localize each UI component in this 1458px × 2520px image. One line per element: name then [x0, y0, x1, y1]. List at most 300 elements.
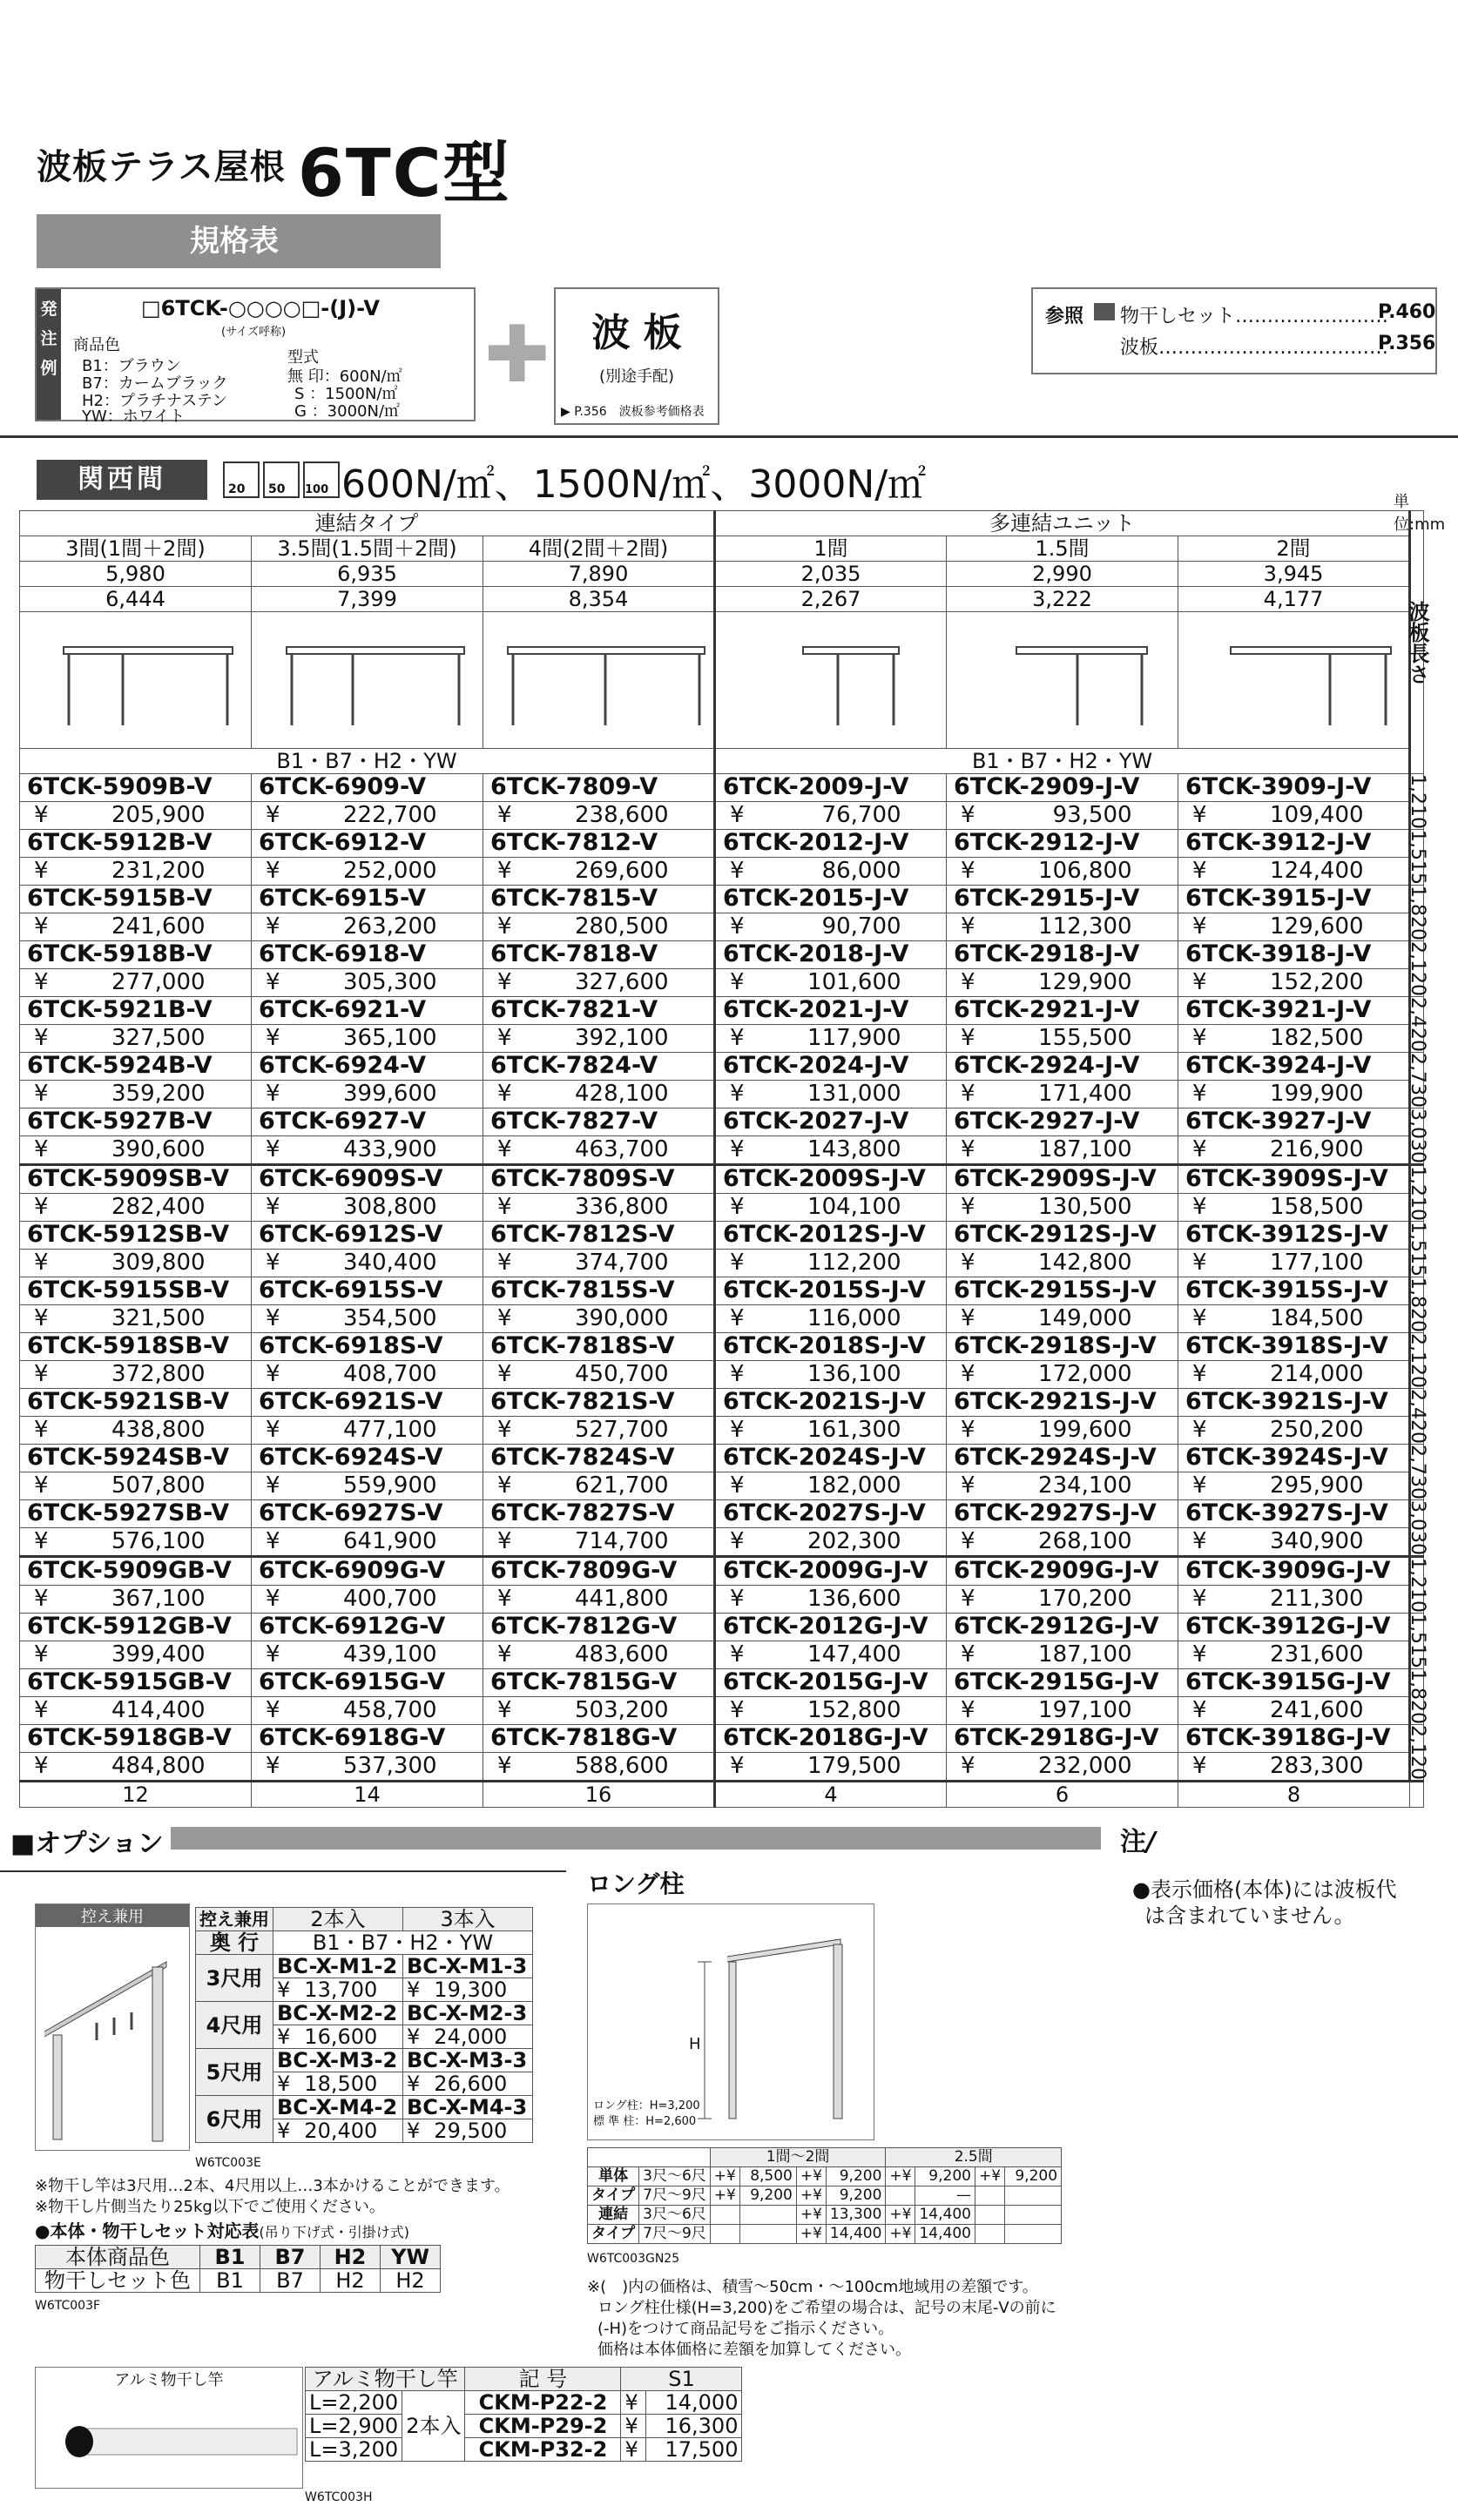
- sheet-length: 2,120: [1407, 1724, 1429, 1780]
- yen-sign: ¥: [961, 1417, 975, 1444]
- price: [252, 1696, 483, 1724]
- yen-sign: ¥: [1192, 1417, 1207, 1444]
- price-value: 13,700: [304, 1978, 378, 2002]
- price-value: 399,600: [343, 1081, 437, 1108]
- front-view-drawing: [715, 612, 947, 749]
- yen-sign: ¥: [407, 1978, 421, 2002]
- length: L=2,200: [306, 2391, 402, 2415]
- price-value: 129,600: [1270, 913, 1364, 940]
- price: [20, 1080, 252, 1108]
- price-value: 305,300: [343, 969, 437, 996]
- price: [947, 1135, 1178, 1164]
- yen-sign: ¥: [497, 1361, 512, 1388]
- col-header: 3.5間(1.5間＋2間): [252, 536, 483, 562]
- yen-sign: ¥: [34, 1136, 49, 1163]
- sheet-length: 1,820: [1407, 1277, 1429, 1332]
- model-code: 6TCK-7815G-V: [483, 1668, 715, 1696]
- yen-sign: ¥: [1192, 1641, 1207, 1668]
- price-value: 250,200: [1270, 1417, 1364, 1444]
- price-value: 438,800: [111, 1417, 206, 1444]
- yen-sign: ¥: [1192, 858, 1207, 885]
- sheet-length: 2,120: [1407, 940, 1429, 996]
- yen-sign: ¥: [1192, 1081, 1207, 1108]
- width-2: 6,444: [20, 587, 252, 612]
- price-value: 136,100: [807, 1361, 901, 1388]
- group-header-renketsu: 連結タイプ: [20, 511, 715, 536]
- reference-item[interactable]: 物干しセット……………………: [1120, 306, 1389, 327]
- width-2: 2,267: [715, 587, 947, 612]
- price: [483, 1696, 715, 1724]
- front-view-drawing: [1178, 612, 1410, 749]
- price: [947, 801, 1178, 829]
- order-example-box: [35, 287, 476, 426]
- price-value: 231,200: [111, 858, 206, 885]
- model-code: 6TCK-2021S-J-V: [715, 1388, 947, 1416]
- price-value: 336,800: [575, 1194, 669, 1221]
- price-value: 527,700: [575, 1417, 669, 1444]
- price: [715, 1585, 947, 1613]
- price: [1178, 1249, 1410, 1277]
- model-code: 6TCK-2009-J-V: [715, 774, 947, 802]
- price: [715, 1416, 947, 1444]
- price-value: 433,900: [343, 1136, 437, 1163]
- price-value: 714,700: [575, 1528, 669, 1555]
- product-name: 波板テラス屋根: [37, 147, 286, 187]
- catalog-page: 波板テラス屋根 6TC型 規格表 発 注 例 □6TCK-○○○○□-(J)-V (サイズ呼称) 商品色 型式 B1：ブラウン B7：カームブラック H2：プラチナステン YW：ホワイト 無 印：600N/㎡ S ：1500N/㎡ G ：3000N/㎡ ✚ 波 板 (別途手配) ▶ P.356 波板参考価格表 参照 物干しセット…………………… P.460 波板……………………………… P.356 関西間 20 50 100 600N/㎡、1500N/㎡、3000N/㎡ 単位:mm 連結タイプ 多連結ユニット 波板長さ 3間(1間＋2間) 3.5間(1.5間＋2間) 4間(2間＋2間) 1間 1.5間 2間 5,980 6,935 7,890 2,035 2,990 3,945 6,444 7,399 8,354 2,267 3,222 4,177 B1・B7・H2・YW B1・B7・H2・YW 6TCK-5909B-V 6TCK-6909-V 6TCK-7809-V 6TCK-2009-J-V 6TCK-2909-J-V 6TCK-3909-J-V 1,210 ¥ 205,900 ¥ 222,700 ¥ 238,600 ¥ 76,700 ¥ 93,500 ¥ 109,400 6TCK-5912B-V 6TCK-6912-V 6TCK-7812-V 6TCK-2012-J-V 6TCK-2912-J-V 6TCK-3912-J-V 1,515 ¥ 231,200 ¥ 252,000 ¥ 269,600 ¥ 86,000 ¥ 106,800 ¥ 124,400 6TCK-5915B-V 6TCK-6915-V 6TCK-7815-V 6TCK-2015-J-V 6TCK-2915-J-V 6TCK-3915-J-V 1,820 ¥ 241,600 ¥ 263,200 ¥ 280,500 ¥ 90,700 ¥ 112,300 ¥ 129,600 6TCK-5918B-V 6TCK-6918-V 6TCK-7818-V 6TCK-2018-J-V 6TCK-2918-J-V 6TCK-3918-J-V 2,120 ¥ 277,000 ¥ 305,300 ¥ 327,600 ¥ 101,600 ¥ 129,900 ¥ 152,200 6TCK-5921B-V 6TCK-6921-V 6TCK-7821-V 6TCK-2021-J-V 6TCK-2921-J-V 6TCK-3921-J-V 2,420 ¥ 327,500 ¥ 365,100 ¥ 392,100 ¥ 117,900 ¥ 155,500 ¥ 182,500 6TCK-5924B-V 6TCK-6924-V 6TCK-7824-V 6TCK-2024-J-V 6TCK-2924-J-V 6TCK-3924-J-V 2,730 ¥ 359,200 ¥ 399,600 ¥ 428,100 ¥ 131,000 ¥ 171,400 ¥ 199,900 6TCK-5927B-V 6TCK-6927-V 6TCK-7827-V 6TCK-2027-J-V 6TCK-2927-J-V 6TCK-3927-J-V 3,030 ¥ 390,600 ¥ 433,900 ¥ 463,700 ¥ 143,800 ¥ 187,100 ¥ 216,900 6TCK-5909SB-V 6TCK-6909S-V 6TCK-7809S-V 6TCK-2009S-J-V 6TCK-2909S-J-V 6TCK-3909S-J-V 1,210 ¥ 282,400 ¥ 308,800 ¥ 336,800 ¥ 104,100 ¥ 130,500 ¥ 158,500 6TCK-5912SB-V 6TCK-6912S-V 6TCK-7812S-V 6TCK-2012S-J-V 6TCK-2912S-J-V 6TCK-3912S-J-V 1,515 ¥ 309,800 ¥ 340,400 ¥ 374,700 ¥ 112,200 ¥ 142,800 ¥ 177,100 6TCK-5915SB-V 6TCK-6915S-V 6TCK-7815S-V 6TCK-2015S-J-V 6TCK-2915S-J-V 6TCK-3915S-J-V 1,820 ¥ 321,500 ¥ 354,500 ¥ 390,000 ¥ 116,000 ¥ 149,000 ¥ 184,500 6TCK-5918SB-V 6TCK-6918S-V 6TCK-7818S-V 6TCK-2018S-J-V 6TCK-2918S-J-V 6TCK-3918S-J-V 2,120 ¥ 372,800 ¥ 408,700 ¥ 450,700 ¥ 136,100 ¥ 172,000 ¥ 214,000 6TCK-5921SB-V 6TCK-6921S-V 6TCK-7821S-V 6TCK-2021S-J-V 6TCK-2921S-J-V 6TCK-3921S-J-V 2,420 ¥ 438,800 ¥ 477,100 ¥ 527,700 ¥ 161,300 ¥ 199,600 ¥ 250,200 6TCK-5924SB-V 6TCK-6924S-V 6TCK-7824S-V 6TCK-2024S-J-V 6TCK-2924S-J-V 6TCK-3924S-J-V 2,730 ¥ 507,800 ¥ 559,900 ¥ 621,700 ¥ 182,000 ¥ 234,100 ¥ 295,900 6TCK-5927SB-V 6TCK-6927S-V 6TCK-7827S-V 6TCK-2027S-J-V 6TCK-2927S-J-V 6TCK-3927S-J-V 3,030 ¥ 576,100 ¥ 641,900 ¥ 714,700 ¥ 202,300 ¥ 268,100 ¥ 340,900 6TCK-5909GB-V 6TCK-6909G-V 6TCK-7809G-V 6TCK-2009G-J-V 6TCK-2909G-J-V 6TCK-3909G-J-V 1,210 ¥ 367,100 ¥ 400,700 ¥ 441,800 ¥ 136,600 ¥ 170,200 ¥ 211,300 6TCK-5912GB-V 6TCK-6912G-V 6TCK-7812G-V 6TCK-2012G-J-V 6TCK-2912G-J-V 6TCK-3912G-J-V 1,515 ¥ 399,400 ¥ 439,100 ¥ 483,600 ¥ 147,400 ¥ 187,100 ¥ 231,600 6TCK-5915GB-V 6TCK-6915G-V 6TCK-7815G-V 6TCK-2015G-J-V 6TCK-2915G-J-V 6TCK-3915G-J-V 1,820 ¥ 414,400 ¥ 458,700 ¥ 503,200 ¥ 152,800 ¥ 197,100 ¥ 241,600 6TCK-5918GB-V 6TCK-6918G-V 6TCK-7818G-V 6TCK-2018G-J-V 6TCK-2918G-J-V 6TCK-3918G-J-V 2,120 ¥ 484,800 ¥ 537,300 ¥ 588,600 ¥ 179,500 ¥ 232,000 ¥ 283,300 12 14 16 4 6 8 ■オプション 注/ 控え兼用 控え兼用 2本入 3本入 奥 行 B1・B7・H2・YW 3尺用 BC-X-M1-2 BC-X-M1-3 ¥ 13,700 ¥ 19,300 4尺用 BC-X-M2-2 BC-X-M2-3 ¥ 16,600 ¥ 24,000 5尺用 BC-X-M3-2 BC-X-M3-3 ¥ 18,500 ¥ 26,600 6尺用 BC-X-M4-2 BC-X-M4-3 ¥ 20,400 ¥ 29,500 W6TC003E ※物干し竿は3尺用…2本、4尺用以上…3本かけることができます。 ※物干し片側当たり25kg以下でご使用ください。 ●本体・物干しセット対応表(吊り下げ式・引掛け式) 本体商品色 B1 B7 H2 YW 物干しセット色 B1 B7 H2 H2 W6TC003F ロング柱 H ロング柱：H=3,200 標 準 柱：H=2,600 1間〜2間 2.5間 単体 3尺〜6尺 +¥ 8,500 +¥ 9,200 +¥ 9,200 +¥ 9,200 タイプ 7尺〜9尺 +¥ 9,200 +¥ 9,200 — 連結 3尺〜6尺 +¥ 13,300 +¥ 14,400 タイプ 7尺〜9尺 +¥ 14,400 +¥ 14,400 W6TC003GN25 ※( )内の価格は、積雪〜50cm・〜100cm地域用の差額です。 ロング柱仕様(H=3,200)をご希望の場合は、記号の末尾-Vの前に (-H)をつけて商品記号をご指示ください。 価格は本体価格に差額を加算してください。 ●表示価格(本体)には波板代 は含まれていません。 アルミ物干し竿 アルミ物干し竿 記 号 S1 L=2,200 2本入 CKM-P22-2 ¥ 14,000 L=2,900 CKM-P29-2 ¥ 16,300 L=3,200 CKM-P32-2 ¥ 17,500 W6TC003H: [0, 0, 1458, 2520]
- model-code: 6TCK-2915-J-V: [947, 885, 1178, 913]
- price: [252, 1527, 483, 1556]
- yen-sign: ¥: [34, 1194, 49, 1221]
- price: [483, 857, 715, 885]
- price: [252, 1641, 483, 1668]
- price-value: 477,100: [343, 1417, 437, 1444]
- yen-sign: ¥: [266, 1641, 280, 1668]
- model-code: 6TCK-6912-V: [252, 829, 483, 857]
- value: 14,400: [915, 2225, 975, 2244]
- table-row: [20, 1360, 1424, 1388]
- price: [715, 913, 947, 940]
- model-code: 6TCK-3921-J-V: [1178, 996, 1410, 1024]
- price-value: 101,600: [807, 969, 901, 996]
- yen-sign: ¥: [1192, 1194, 1207, 1221]
- model-code: 6TCK-2024-J-V: [715, 1052, 947, 1080]
- price-value: 158,500: [1270, 1194, 1364, 1221]
- price: [947, 1527, 1178, 1556]
- yen-sign: ¥: [497, 969, 512, 996]
- table-row: [20, 1052, 1424, 1080]
- corrugated-ref: ▶ P.356 波板参考価格表: [561, 405, 705, 419]
- model-code: 6TCK-6921-V: [252, 996, 483, 1024]
- price: [483, 1304, 715, 1332]
- price: [715, 1193, 947, 1221]
- table-row: [20, 996, 1424, 1024]
- yen-sign: ¥: [1192, 1528, 1207, 1555]
- quantity: 2本入: [402, 2391, 465, 2462]
- product-code: CKM-P22-2: [465, 2391, 621, 2415]
- spec-table: [19, 510, 1430, 1808]
- product-code: CKM-P29-2: [465, 2415, 621, 2438]
- col-header: 2間: [1178, 536, 1410, 562]
- value: +¥: [975, 2167, 1004, 2186]
- corrugated-sheet-box: [554, 287, 719, 425]
- yen-sign: ¥: [34, 1081, 49, 1108]
- yen-sign: ¥: [961, 1136, 975, 1163]
- sheet-length: 2,730: [1407, 1052, 1429, 1108]
- sheet-length: 1,515: [1407, 1221, 1429, 1277]
- model-code: 6TCK-5909SB-V: [20, 1164, 252, 1193]
- pole-drawing-icon: [36, 2390, 302, 2486]
- type: タイプ: [588, 2186, 639, 2206]
- model-code: 6TCK-2921S-J-V: [947, 1388, 1178, 1416]
- price: [947, 913, 1178, 940]
- price: [20, 1641, 252, 1668]
- yen-sign: ¥: [961, 1753, 975, 1780]
- table-row: [20, 885, 1424, 913]
- yen-sign: ¥: [961, 1250, 975, 1277]
- price-value: 372,800: [111, 1361, 206, 1388]
- model-code: 6TCK-2015-J-V: [715, 885, 947, 913]
- price: [947, 1193, 1178, 1221]
- reference-item[interactable]: 波板………………………………: [1120, 337, 1389, 359]
- price: [273, 2072, 403, 2096]
- price: [252, 1193, 483, 1221]
- price-value: 131,000: [807, 1081, 901, 1108]
- model-code: 6TCK-2912G-J-V: [947, 1613, 1178, 1641]
- model-code: 6TCK-5918GB-V: [20, 1724, 252, 1752]
- yen-sign: ¥: [961, 969, 975, 996]
- price: [947, 1249, 1178, 1277]
- hikae-table: 控え兼用 2本入 3本入 奥 行 B1・B7・H2・YW 3尺用 BC-X-M1-2 BC-X-M1-3 ¥ 13,700 ¥ 19,300 4尺用 BC-X-M2-2 BC-X-M2-3 ¥ 16,600 ¥ 24,000 5尺用 BC-X-M3-2 BC-X-M3-3 ¥ 18,500 ¥ 26,600 6尺用 BC-X-M4-2 BC-X-M4-3 ¥ 20,400 ¥ 29,500: [195, 1907, 533, 2143]
- model-code: 6TCK-6912G-V: [252, 1613, 483, 1641]
- table-row: [20, 1527, 1424, 1556]
- table-row: [20, 1724, 1424, 1752]
- price: [20, 1416, 252, 1444]
- model-code: 6TCK-3927S-J-V: [1178, 1499, 1410, 1527]
- snow-100-icon: 100: [303, 462, 340, 498]
- price: [947, 968, 1178, 996]
- price: [1178, 1472, 1410, 1499]
- sheet-length: 1,210: [1407, 774, 1429, 829]
- model-code: 6TCK-6918G-V: [252, 1724, 483, 1752]
- yen-sign: ¥: [266, 1136, 280, 1163]
- price-value: 90,700: [821, 913, 901, 940]
- model-code: 6TCK-3915S-J-V: [1178, 1277, 1410, 1304]
- yen-sign: ¥: [961, 1697, 975, 1724]
- price: [20, 1193, 252, 1221]
- yen-sign: ¥: [497, 1194, 512, 1221]
- price-value: 374,700: [575, 1250, 669, 1277]
- price: [252, 1472, 483, 1499]
- yen-sign: ¥: [266, 1697, 280, 1724]
- yen-sign: ¥: [621, 2438, 646, 2462]
- price: [1178, 1527, 1410, 1556]
- type-g: G ：3000N/㎡: [294, 402, 401, 421]
- price: [20, 857, 252, 885]
- model-code: 6TCK-7812G-V: [483, 1613, 715, 1641]
- price-value: 177,100: [1270, 1250, 1364, 1277]
- price: [483, 1416, 715, 1444]
- width-2: 7,399: [252, 587, 483, 612]
- yen-sign: ¥: [961, 802, 975, 829]
- price-value: 263,200: [343, 913, 437, 940]
- yen-sign: ¥: [497, 1528, 512, 1555]
- yen-sign: ¥: [266, 1528, 280, 1555]
- price: [1178, 1416, 1410, 1444]
- price-value: 503,200: [575, 1697, 669, 1724]
- yen-sign: ¥: [730, 1641, 745, 1668]
- price-value: 241,600: [1270, 1697, 1364, 1724]
- value: 9,200: [915, 2167, 975, 2186]
- yen-sign: ¥: [730, 1361, 745, 1388]
- reference-page[interactable]: P.356: [1378, 333, 1436, 354]
- price-value: 238,600: [575, 802, 669, 829]
- model-code: 6TCK-2909S-J-V: [947, 1164, 1178, 1193]
- table-row: [306, 2415, 742, 2438]
- model-code: 6TCK-2909-J-V: [947, 774, 1178, 802]
- yen-sign: ¥: [1192, 1586, 1207, 1613]
- yen-sign: ¥: [1192, 1305, 1207, 1332]
- price-value: 20,400: [304, 2119, 378, 2143]
- price-value: 450,700: [575, 1361, 669, 1388]
- order-side-label: 発 注 例: [37, 289, 61, 420]
- model-code: 6TCK-3918-J-V: [1178, 940, 1410, 968]
- size-note: (サイズ呼称): [221, 326, 287, 339]
- table-row: [20, 1499, 1424, 1527]
- yen-sign: ¥: [730, 1417, 745, 1444]
- price-value: 308,800: [343, 1194, 437, 1221]
- value: 14,400: [915, 2206, 975, 2225]
- price-value: 367,100: [111, 1586, 206, 1613]
- unit-count: 12: [20, 1781, 252, 1807]
- price: [252, 1249, 483, 1277]
- model-code: 6TCK-3912-J-V: [1178, 829, 1410, 857]
- sheet-length: 2,420: [1407, 996, 1429, 1052]
- yen-sign: ¥: [497, 1250, 512, 1277]
- value: [710, 2206, 739, 2225]
- yen-sign: ¥: [961, 1305, 975, 1332]
- price: [1178, 1360, 1410, 1388]
- yen-sign: ¥: [266, 1753, 280, 1780]
- length: L=2,900: [306, 2415, 402, 2438]
- yen-sign: ¥: [730, 969, 745, 996]
- model-code: 6TCK-2018G-J-V: [715, 1724, 947, 1752]
- table-row: [588, 2167, 1062, 2186]
- table-row: [20, 857, 1424, 885]
- unit-label: 単位:mm: [1394, 493, 1446, 534]
- price: [403, 2119, 533, 2143]
- price-value: 268,100: [1038, 1528, 1132, 1555]
- price: [483, 801, 715, 829]
- model-code: 6TCK-2021-J-V: [715, 996, 947, 1024]
- price: [1178, 1135, 1410, 1164]
- model-code: 6TCK-5912GB-V: [20, 1613, 252, 1641]
- yen-sign: ¥: [961, 1472, 975, 1499]
- price-value: 458,700: [343, 1697, 437, 1724]
- model-code: 6TCK-6915S-V: [252, 1277, 483, 1304]
- price-value: 18,500: [304, 2072, 378, 2096]
- yen-sign: ¥: [961, 1641, 975, 1668]
- price-value: 147,400: [807, 1641, 901, 1668]
- model-code: 6TCK-7824S-V: [483, 1444, 715, 1472]
- price-value: 414,400: [111, 1697, 206, 1724]
- price: [483, 1585, 715, 1613]
- table-row: [196, 2096, 533, 2119]
- price: [252, 1304, 483, 1332]
- reference-page[interactable]: P.460: [1378, 301, 1436, 323]
- model-code: 6TCK-2912S-J-V: [947, 1221, 1178, 1249]
- value: [1005, 2225, 1062, 2244]
- price-value: 142,800: [1038, 1250, 1132, 1277]
- model-code: 6TCK-2918-J-V: [947, 940, 1178, 968]
- price-value: 222,700: [343, 802, 437, 829]
- price-value: 26,600: [434, 2072, 508, 2096]
- long-pillar-table: 1間〜2間 2.5間 単体 3尺〜6尺 +¥ 8,500 +¥ 9,200 +¥ 9,200 +¥ 9,200 タイプ 7尺〜9尺 +¥ 9,200 +¥ 9,200 — 連結 3尺〜6尺 +¥ 13,300 +¥ 14,400 タイプ 7尺〜9尺 +¥ 14,400 +¥ 14,400: [587, 2147, 1062, 2244]
- yen-sign: ¥: [730, 1136, 745, 1163]
- price-value: 390,600: [111, 1136, 206, 1163]
- price-value: 359,200: [111, 1081, 206, 1108]
- model-code: 6TCK-2012G-J-V: [715, 1613, 947, 1641]
- section-title: 規格表: [37, 214, 441, 268]
- corrugated-sub: (別途手配): [598, 367, 675, 386]
- product-code: BC-X-M4-3: [403, 2096, 533, 2119]
- price-value: 365,100: [343, 1025, 437, 1052]
- value: 9,200: [826, 2186, 885, 2206]
- model-code: 6TCK-6918S-V: [252, 1332, 483, 1360]
- table-row: [20, 829, 1424, 857]
- table-row: [20, 1332, 1424, 1360]
- price-value: 439,100: [343, 1641, 437, 1668]
- price: [1178, 1585, 1410, 1613]
- price: [483, 1024, 715, 1052]
- model-code: 6TCK-7818-V: [483, 940, 715, 968]
- plus-icon: ✚: [484, 309, 550, 401]
- price: [20, 968, 252, 996]
- col-header: 4間(2間＋2間): [483, 536, 715, 562]
- model-code: 6TCK-2918G-J-V: [947, 1724, 1178, 1752]
- price-value: 129,900: [1038, 969, 1132, 996]
- table-row: [20, 940, 1424, 968]
- price: [1178, 1080, 1410, 1108]
- model-code: 6TCK-3924-J-V: [1178, 1052, 1410, 1080]
- model-code: 6TCK-5924B-V: [20, 1052, 252, 1080]
- product-code: BC-X-M3-2: [273, 2049, 403, 2072]
- product-code: BC-X-M4-2: [273, 2096, 403, 2119]
- price: [947, 1696, 1178, 1724]
- yen-sign: ¥: [407, 2119, 421, 2143]
- value: [975, 2186, 1004, 2206]
- type-standard: 無 印：600N/㎡: [287, 367, 402, 386]
- price: [20, 1135, 252, 1164]
- table-row: [306, 2391, 742, 2415]
- yen-sign: ¥: [730, 858, 745, 885]
- price: [252, 1135, 483, 1164]
- yen-sign: ¥: [34, 1305, 49, 1332]
- price-value: 197,100: [1038, 1697, 1132, 1724]
- pole-table: アルミ物干し竿 記 号 S1 L=2,200 2本入 CKM-P22-2 ¥ 14,000 L=2,900 CKM-P29-2 ¥ 16,300 L=3,200 CKM-P32-2 ¥ 17,500: [305, 2367, 742, 2462]
- model-code: 6TCK-2918S-J-V: [947, 1332, 1178, 1360]
- price-value: 106,800: [1038, 858, 1132, 885]
- model-code: 6TCK-2915S-J-V: [947, 1277, 1178, 1304]
- yen-sign: ¥: [730, 802, 745, 829]
- model-code: 6TCK-7812-V: [483, 829, 715, 857]
- model-code: 6TCK-5921B-V: [20, 996, 252, 1024]
- price: [715, 1641, 947, 1668]
- yen-sign: ¥: [277, 2072, 291, 2096]
- value: 13,300: [826, 2206, 885, 2225]
- model-code: 6TCK-5924SB-V: [20, 1444, 252, 1472]
- group-header-taren: 多連結ユニット: [715, 511, 1410, 536]
- model-code: 6TCK-7809S-V: [483, 1164, 715, 1193]
- price: [252, 1416, 483, 1444]
- price-value: 161,300: [807, 1417, 901, 1444]
- price-value: 340,400: [343, 1250, 437, 1277]
- sheet-length: 1,210: [1407, 1557, 1429, 1613]
- color-b7: B7：カームブラック: [82, 374, 228, 393]
- model-code: 6TCK-7821S-V: [483, 1388, 715, 1416]
- model-code: 6TCK-6915G-V: [252, 1668, 483, 1696]
- price: [20, 1752, 252, 1781]
- value: 9,200: [1005, 2167, 1062, 2186]
- yen-sign: ¥: [730, 1528, 745, 1555]
- price: [1178, 801, 1410, 829]
- type-s: S ：1500N/㎡: [294, 385, 398, 403]
- yen-sign: ¥: [730, 1472, 745, 1499]
- model-code: 6TCK-7827S-V: [483, 1499, 715, 1527]
- price-value: 559,900: [343, 1472, 437, 1499]
- model-code: 6TCK-6918-V: [252, 940, 483, 968]
- sheet-length: 1,515: [1407, 1613, 1429, 1668]
- price: 14,000: [646, 2391, 742, 2415]
- price-value: 205,900: [111, 802, 206, 829]
- table-row: [20, 1416, 1424, 1444]
- load-capacity: 600N/㎡、1500N/㎡、3000N/㎡: [341, 462, 927, 507]
- yen-sign: ¥: [266, 913, 280, 940]
- model-code: 6TCK-5915B-V: [20, 885, 252, 913]
- price: [20, 1696, 252, 1724]
- table-row: [20, 1135, 1424, 1164]
- price: [20, 1527, 252, 1556]
- product-code: BC-X-M2-3: [403, 2002, 533, 2025]
- price-value: 187,100: [1038, 1641, 1132, 1668]
- price: [20, 801, 252, 829]
- col-header: 1.5間: [947, 536, 1178, 562]
- model-code: 6TCK-3918S-J-V: [1178, 1332, 1410, 1360]
- price-value: 576,100: [111, 1528, 206, 1555]
- value: [886, 2186, 915, 2206]
- sheet-length: 1,820: [1407, 885, 1429, 940]
- size: 7尺〜9尺: [639, 2186, 711, 2206]
- value: +¥: [796, 2206, 826, 2225]
- price-value: 340,900: [1270, 1528, 1364, 1555]
- model-code: 6TCK-7809G-V: [483, 1556, 715, 1585]
- yen-sign: ¥: [266, 1472, 280, 1499]
- price: [483, 1080, 715, 1108]
- price: [20, 1360, 252, 1388]
- value: 14,400: [826, 2225, 885, 2244]
- yen-sign: ¥: [730, 913, 745, 940]
- price-value: 354,500: [343, 1305, 437, 1332]
- price: [715, 1135, 947, 1164]
- model-code: 6TCK-3912S-J-V: [1178, 1221, 1410, 1249]
- price: [715, 801, 947, 829]
- width-1: 2,035: [715, 562, 947, 587]
- price: [483, 1527, 715, 1556]
- yen-sign: ¥: [497, 1417, 512, 1444]
- table-row: [20, 1668, 1424, 1696]
- model-code: 6TCK-5915SB-V: [20, 1277, 252, 1304]
- front-view-drawing: [947, 612, 1178, 749]
- product-code: BC-X-M3-3: [403, 2049, 533, 2072]
